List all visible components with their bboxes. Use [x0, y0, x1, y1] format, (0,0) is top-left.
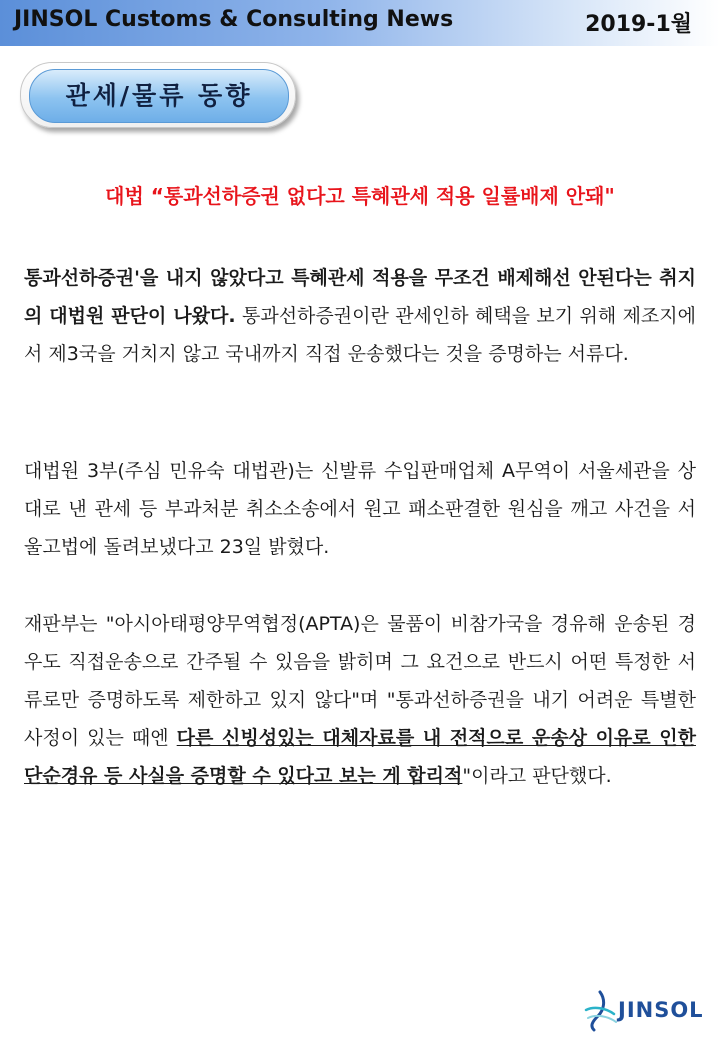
logo-mark-icon [580, 988, 620, 1032]
article-paragraph-1 [24, 259, 696, 373]
section-badge [20, 62, 296, 128]
article-headline: 대법 “통과선하증권 없다고 특혜관세 적용 일률배제 안돼" [105, 184, 615, 208]
definition-sentence: 통과선하증권이란 관세인하 혜택을 보기 위해 제조지에서 제3국을 거치지 않고 국내까지 직접 운송했다는 것을 증명하는 서류다. [24, 305, 696, 365]
issue-date: 2019-1월 [585, 12, 692, 37]
quote-ending: "이라고 판단했다. [462, 765, 612, 787]
jinsol-logo [580, 988, 710, 1032]
emphasized-quote: 다른 신빙성있는 대체자료를 내 전적으로 운송상 이유로 인한 단순경유 등 사실을 증명할 수 있다고 보는 게 합리적 [24, 727, 696, 787]
section-label: 관세/물류 동향 [29, 69, 289, 123]
article-paragraph-2: 대법원 3부(주심 민유숙 대법관)는 신발류 수입판매업체 A무역이 서울세관을 상대로 낸 관세 등 부과처분 취소소송에서 원고 패소판결한 원심을 깨고 사건을 서울고법에 돌려보냈다고 23일 밝혔다. [24, 460, 696, 558]
article-paragraph-3 [24, 605, 696, 795]
newsletter-title: JINSOL Customs & Consulting News [14, 7, 454, 32]
lead-sentence: 통과선하증권'을 내지 않았다고 특혜관세 적용을 무조건 배제해선 안된다는 취지의 대법원 판단이 나왔다. [24, 267, 696, 327]
quote-text: 재판부는 "아시아태평양무역협정(APTA)은 물품이 비참가국을 경유해 운송된 경우도 직접운송으로 간주될 수 있음을 밝히며 그 요건으로 반드시 어떤 특정한 서류로만 증명하도록 제한하고 있지 않다"며 "통과선하증권을 내기 어려운 특별한 사정이 있는 때엔 [24, 613, 696, 749]
logo-text: JINSOL [618, 998, 704, 1022]
